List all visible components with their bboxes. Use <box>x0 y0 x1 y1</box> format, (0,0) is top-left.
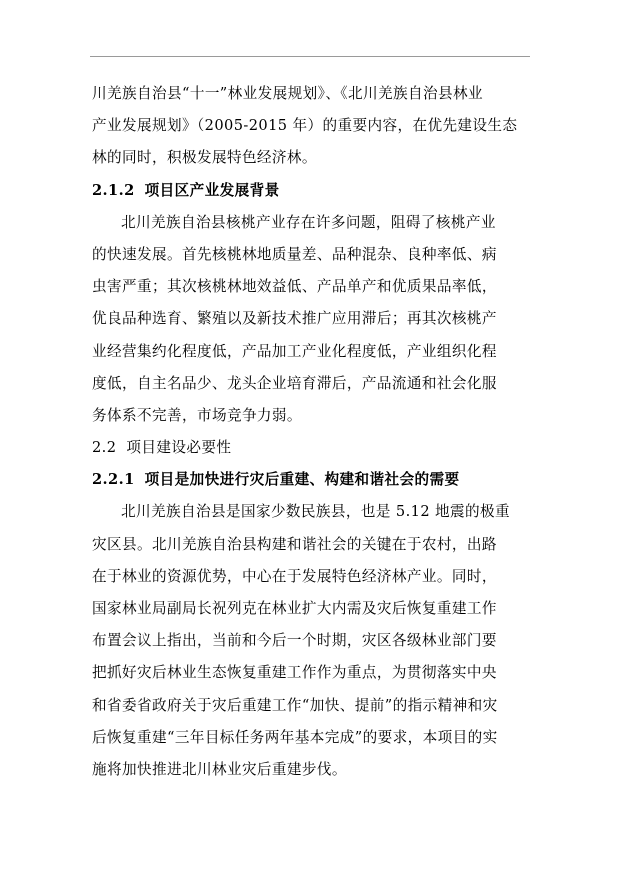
document-body <box>92 78 528 786</box>
text-line: 优良品种选育、繁殖以及新技术推广应用滞后；再其次核桃产 <box>92 310 497 328</box>
text-line: 度低，自主名品少、龙头企业培育滞后，产品流通和社会化服 <box>92 374 497 392</box>
section-heading-2-1-2 <box>92 175 528 207</box>
section-number: 2.2 <box>92 439 117 457</box>
section-number: 2.2.1 <box>92 471 135 489</box>
text-line: 的快速发展。首先核桃林地质量差、品种混杂、良种率低、病 <box>92 245 497 263</box>
header-rule <box>90 56 530 57</box>
text-line: 北川羌族自治县核桃产业存在许多问题，阻碍了核桃产业 <box>121 213 496 231</box>
text-line: 施将加快推进北川林业灾后重建步伐。 <box>92 760 347 778</box>
section-heading-2-2-1 <box>92 464 528 496</box>
paragraph-1 <box>92 78 528 175</box>
section-title: 项目区产业发展背景 <box>144 181 280 199</box>
text-line: 把抓好灾后林业生态恢复重建工作作为重点，为贯彻落实中央 <box>92 664 497 682</box>
text-line: 林的同时，积极发展特色经济林。 <box>92 149 317 167</box>
text-line: 布置会议上指出，当前和今后一个时期，灾区各级林业部门要 <box>92 632 497 650</box>
paragraph-3 <box>92 496 528 786</box>
text-line: 国家林业局副局长祝列克在林业扩大内需及灾后恢复重建工作 <box>92 600 497 617</box>
text-line: 虫害严重；其次核桃林地效益低、产品单产和优质果品率低， <box>92 278 497 296</box>
text-line: 后恢复重建“三年目标任务两年基本完成”的要求，本项目的实 <box>92 728 498 746</box>
section-heading-2-2 <box>92 432 528 464</box>
text-line: 川羌族自治县“十一”林业发展规划》、《北川羌族自治县林业 <box>92 85 483 102</box>
text-line: 产业发展规划》（2005-2015 年）的重要内容，在优先建设生态 <box>92 117 518 135</box>
text-line: 在于林业的资源优势，中心在于发展特色经济林产业。同时， <box>92 567 497 585</box>
paragraph-2 <box>92 207 528 432</box>
text-line: 北川羌族自治县是国家少数民族县，也是 5.12 地震的极重 <box>121 503 511 521</box>
section-title: 项目是加快进行灾后重建、构建和谐社会的需要 <box>144 471 460 489</box>
text-line: 和省委省政府关于灾后重建工作“加快、提前”的指示精神和灾 <box>92 696 498 714</box>
section-number: 2.1.2 <box>92 181 135 199</box>
text-line: 务体系不完善，市场竞争力弱。 <box>92 406 302 424</box>
section-title: 项目建设必要性 <box>126 439 232 457</box>
text-line: 业经营集约化程度低，产品加工产业化程度低，产业组织化程 <box>92 342 497 360</box>
text-line: 灾区县。北川羌族自治县构建和谐社会的关键在于农村，出路 <box>92 535 497 553</box>
